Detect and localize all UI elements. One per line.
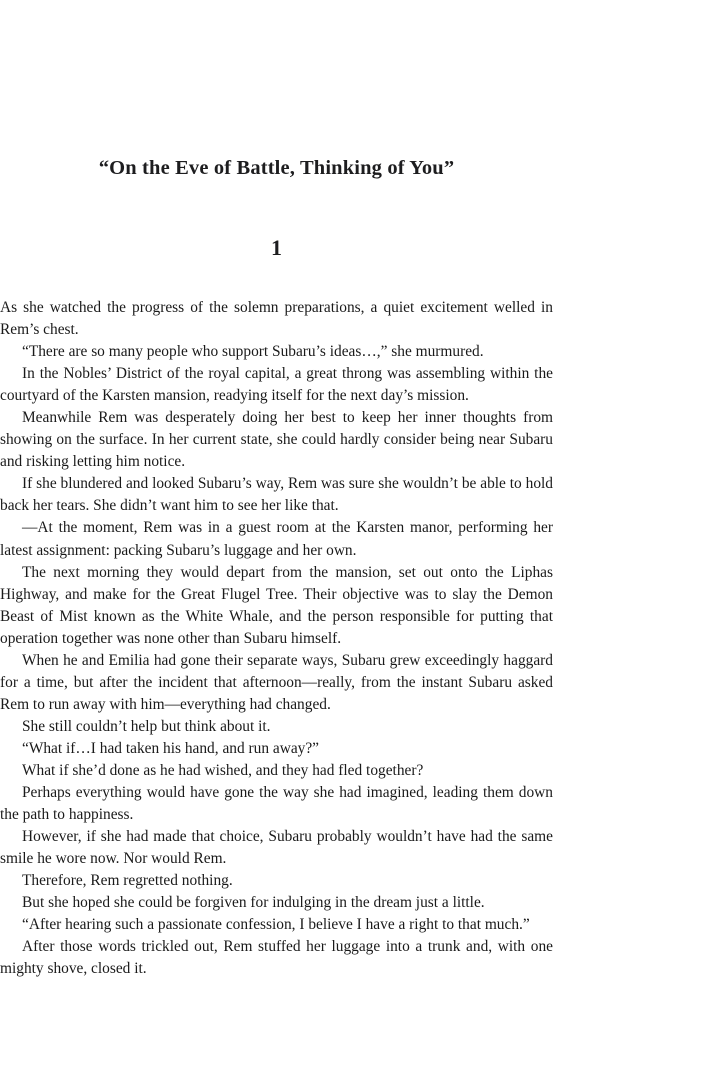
paragraph: “After hearing such a passionate confession, I believe I have a right to that much.” bbox=[22, 916, 530, 934]
paragraph: “There are so many people who support Subaru’s ideas…,” she murmured. bbox=[22, 343, 484, 361]
paragraph: Meanwhile Rem was desperately doing her best to keep her inner thoughts from showing on the surface. In her current state, she could hardly consider being near Subaru and risking letting him notice. bbox=[0, 409, 553, 471]
paragraph: What if she’d done as he had wished, and they had fled together? bbox=[22, 761, 424, 779]
paragraph: But she hoped she could be forgiven for indulging in the dream just a little. bbox=[22, 894, 485, 912]
paragraph: Perhaps everything would have gone the way she had imagined, leading them down the path to happiness. bbox=[0, 784, 553, 824]
paragraph: Therefore, Rem regretted nothing. bbox=[22, 872, 233, 890]
paragraph: As she watched the progress of the solemn preparations, a quiet excitement welled in Rem’s chest. bbox=[0, 299, 553, 339]
paragraph: After those words trickled out, Rem stuffed her luggage into a trunk and, with one mighty shove, closed it. bbox=[0, 938, 553, 978]
paragraph: She still couldn’t help but think about it. bbox=[22, 717, 271, 735]
paragraph: If she blundered and looked Subaru’s way, Rem was sure she wouldn’t be able to hold back her tears. She didn’t want him to see her like that. bbox=[0, 475, 553, 515]
paragraph: In the Nobles’ District of the royal capital, a great throng was assembling within the courtyard of the Karsten mansion, readying itself for the next day’s mission. bbox=[0, 365, 553, 405]
section-number: 1 bbox=[271, 235, 282, 260]
chapter-title: “On the Eve of Battle, Thinking of You” bbox=[98, 157, 455, 179]
paragraph: —At the moment, Rem was in a guest room at the Karsten manor, performing her latest assignment: packing Subaru’s luggage and her own. bbox=[0, 519, 553, 559]
paragraph: When he and Emilia had gone their separate ways, Subaru grew exceedingly haggard for a time, but after the incident that afternoon—really, from the instant Subaru asked Rem to run away with him—everything had changed. bbox=[0, 651, 553, 713]
paragraph: “What if…I had taken his hand, and run away?” bbox=[22, 739, 320, 757]
body-text bbox=[0, 297, 553, 980]
paragraph: The next morning they would depart from the mansion, set out onto the Liphas Highway, and make for the Great Flugel Tree. Their objective was to slay the Demon Beast of Mist known as the White Whale, and the person responsible for putting that operation together was none other than Subaru himself. bbox=[0, 563, 553, 647]
paragraph: However, if she had made that choice, Subaru probably wouldn’t have had the same smile he wore now. Nor would Rem. bbox=[0, 828, 553, 868]
